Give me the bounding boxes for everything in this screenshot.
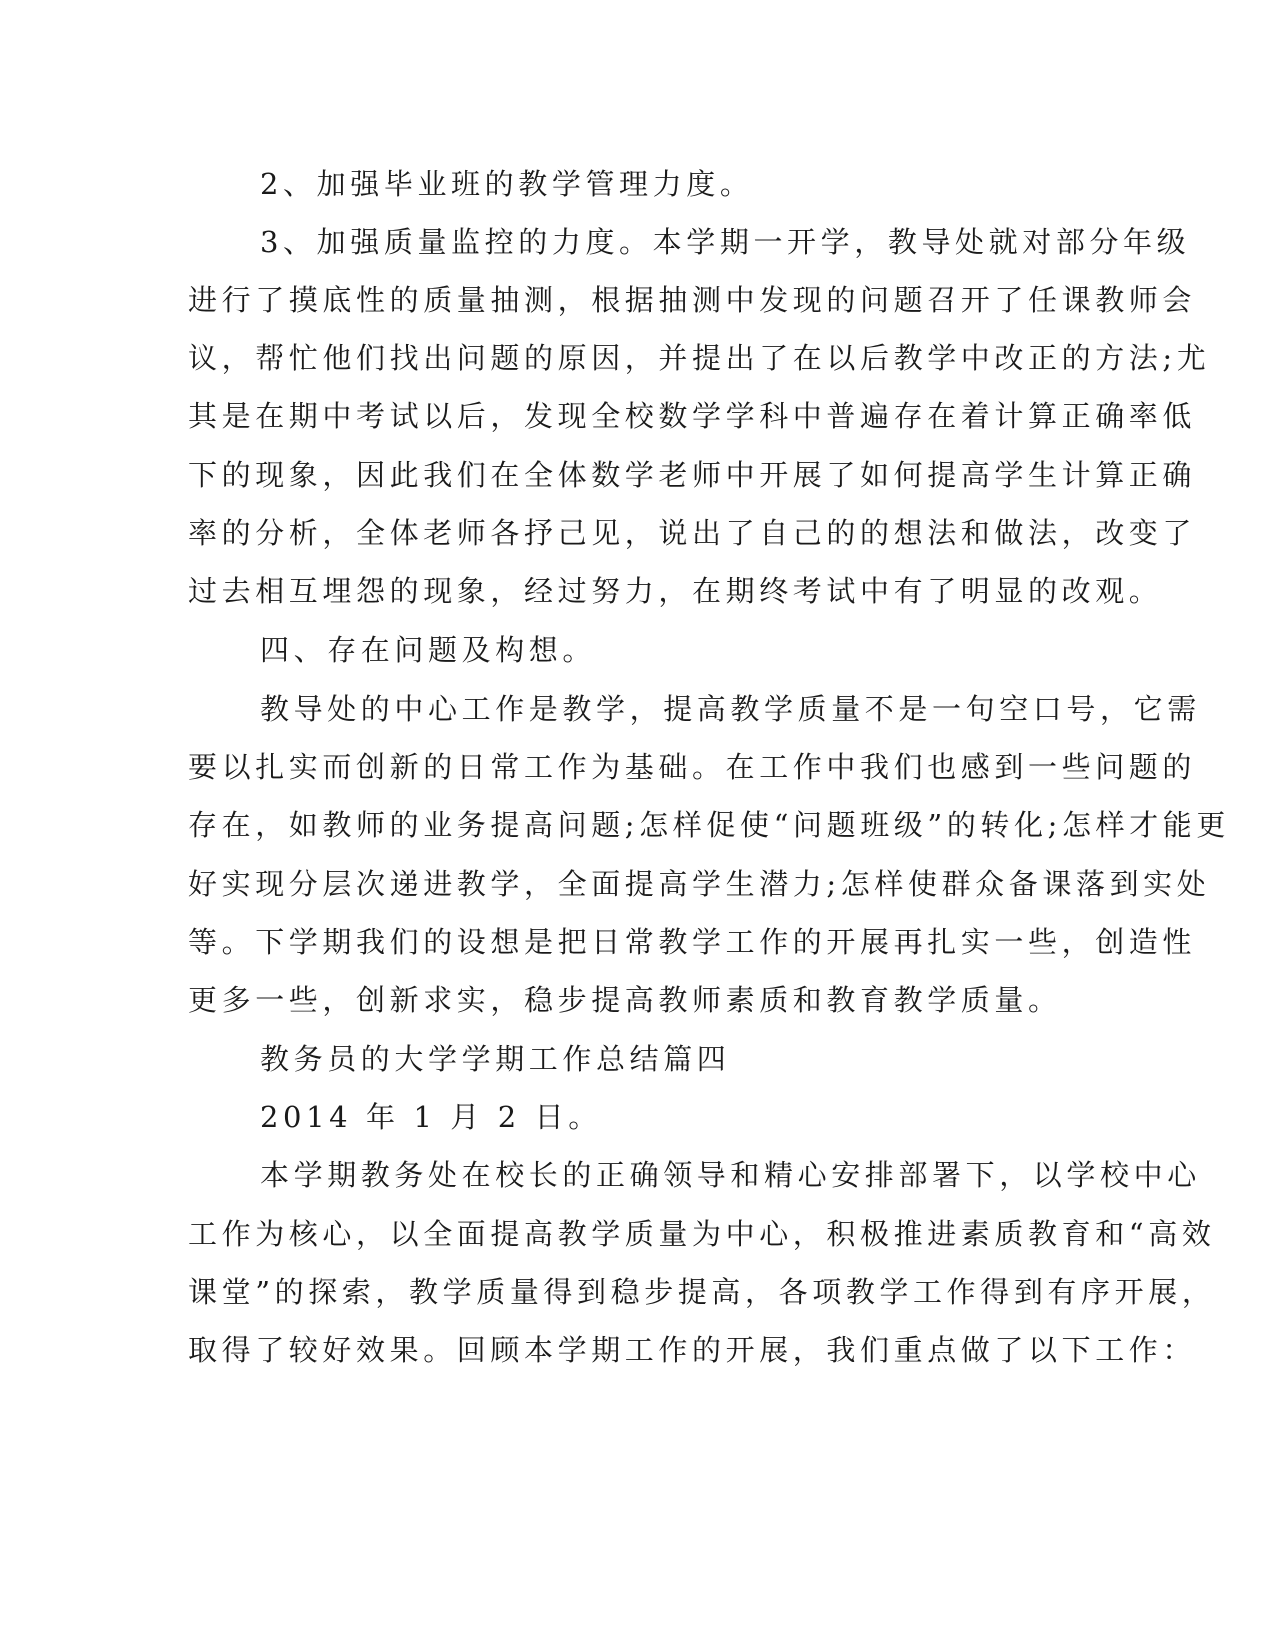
paragraph-line: 本学期教务处在校长的正确领导和精心安排部署下，以学校中心	[260, 1158, 1201, 1192]
paragraph-line: 2、加强毕业班的教学管理力度。	[260, 167, 754, 201]
section-heading: 四、存在问题及构想。	[260, 633, 597, 667]
paragraph-line: 进行了摸底性的质量抽测，根据抽测中发现的问题召开了任课教师会	[188, 283, 1197, 317]
article-title: 教务员的大学学期工作总结篇四	[260, 1042, 731, 1076]
paragraph-line: 教导处的中心工作是教学，提高教学质量不是一句空口号，它需	[260, 692, 1201, 726]
paragraph-line: 更多一些，创新求实，稳步提高教师素质和教育教学质量。	[188, 983, 1062, 1017]
paragraph-line: 好实现分层次递进教学，全面提高学生潜力;怎样使群众备课落到实处	[188, 867, 1211, 901]
paragraph-line: 取得了较好效果。回顾本学期工作的开展，我们重点做了以下工作：	[188, 1333, 1197, 1367]
paragraph-line: 课堂”的探索，教学质量得到稳步提高，各项教学工作得到有序开展，	[188, 1275, 1216, 1309]
paragraph-line: 议，帮忙他们找出问题的原因，并提出了在以后教学中改正的方法;尤	[188, 341, 1211, 375]
date-line: 2014 年 1 月 2 日。	[260, 1100, 602, 1134]
paragraph-line: 3、加强质量监控的力度。本学期一开学，教导处就对部分年级	[260, 225, 1191, 259]
paragraph-line: 率的分析，全体老师各抒己见，说出了自己的的想法和做法，改变了	[188, 516, 1197, 550]
paragraph-line: 其是在期中考试以后，发现全校数学学科中普遍存在着计算正确率低	[188, 399, 1197, 433]
paragraph-line: 存在，如教师的业务提高问题;怎样促使“问题班级”的转化;怎样才能更	[188, 808, 1230, 842]
paragraph-line: 要以扎实而创新的日常工作为基础。在工作中我们也感到一些问题的	[188, 750, 1197, 784]
paragraph-line: 下的现象，因此我们在全体数学老师中开展了如何提高学生计算正确	[188, 458, 1197, 492]
paragraph-line: 过去相互埋怨的现象，经过努力，在期终考试中有了明显的改观。	[188, 574, 1163, 608]
paragraph-line: 工作为核心，以全面提高教学质量为中心，积极推进素质教育和“高效	[188, 1217, 1216, 1251]
paragraph-line: 等。下学期我们的设想是把日常教学工作的开展再扎实一些，创造性	[188, 925, 1197, 959]
